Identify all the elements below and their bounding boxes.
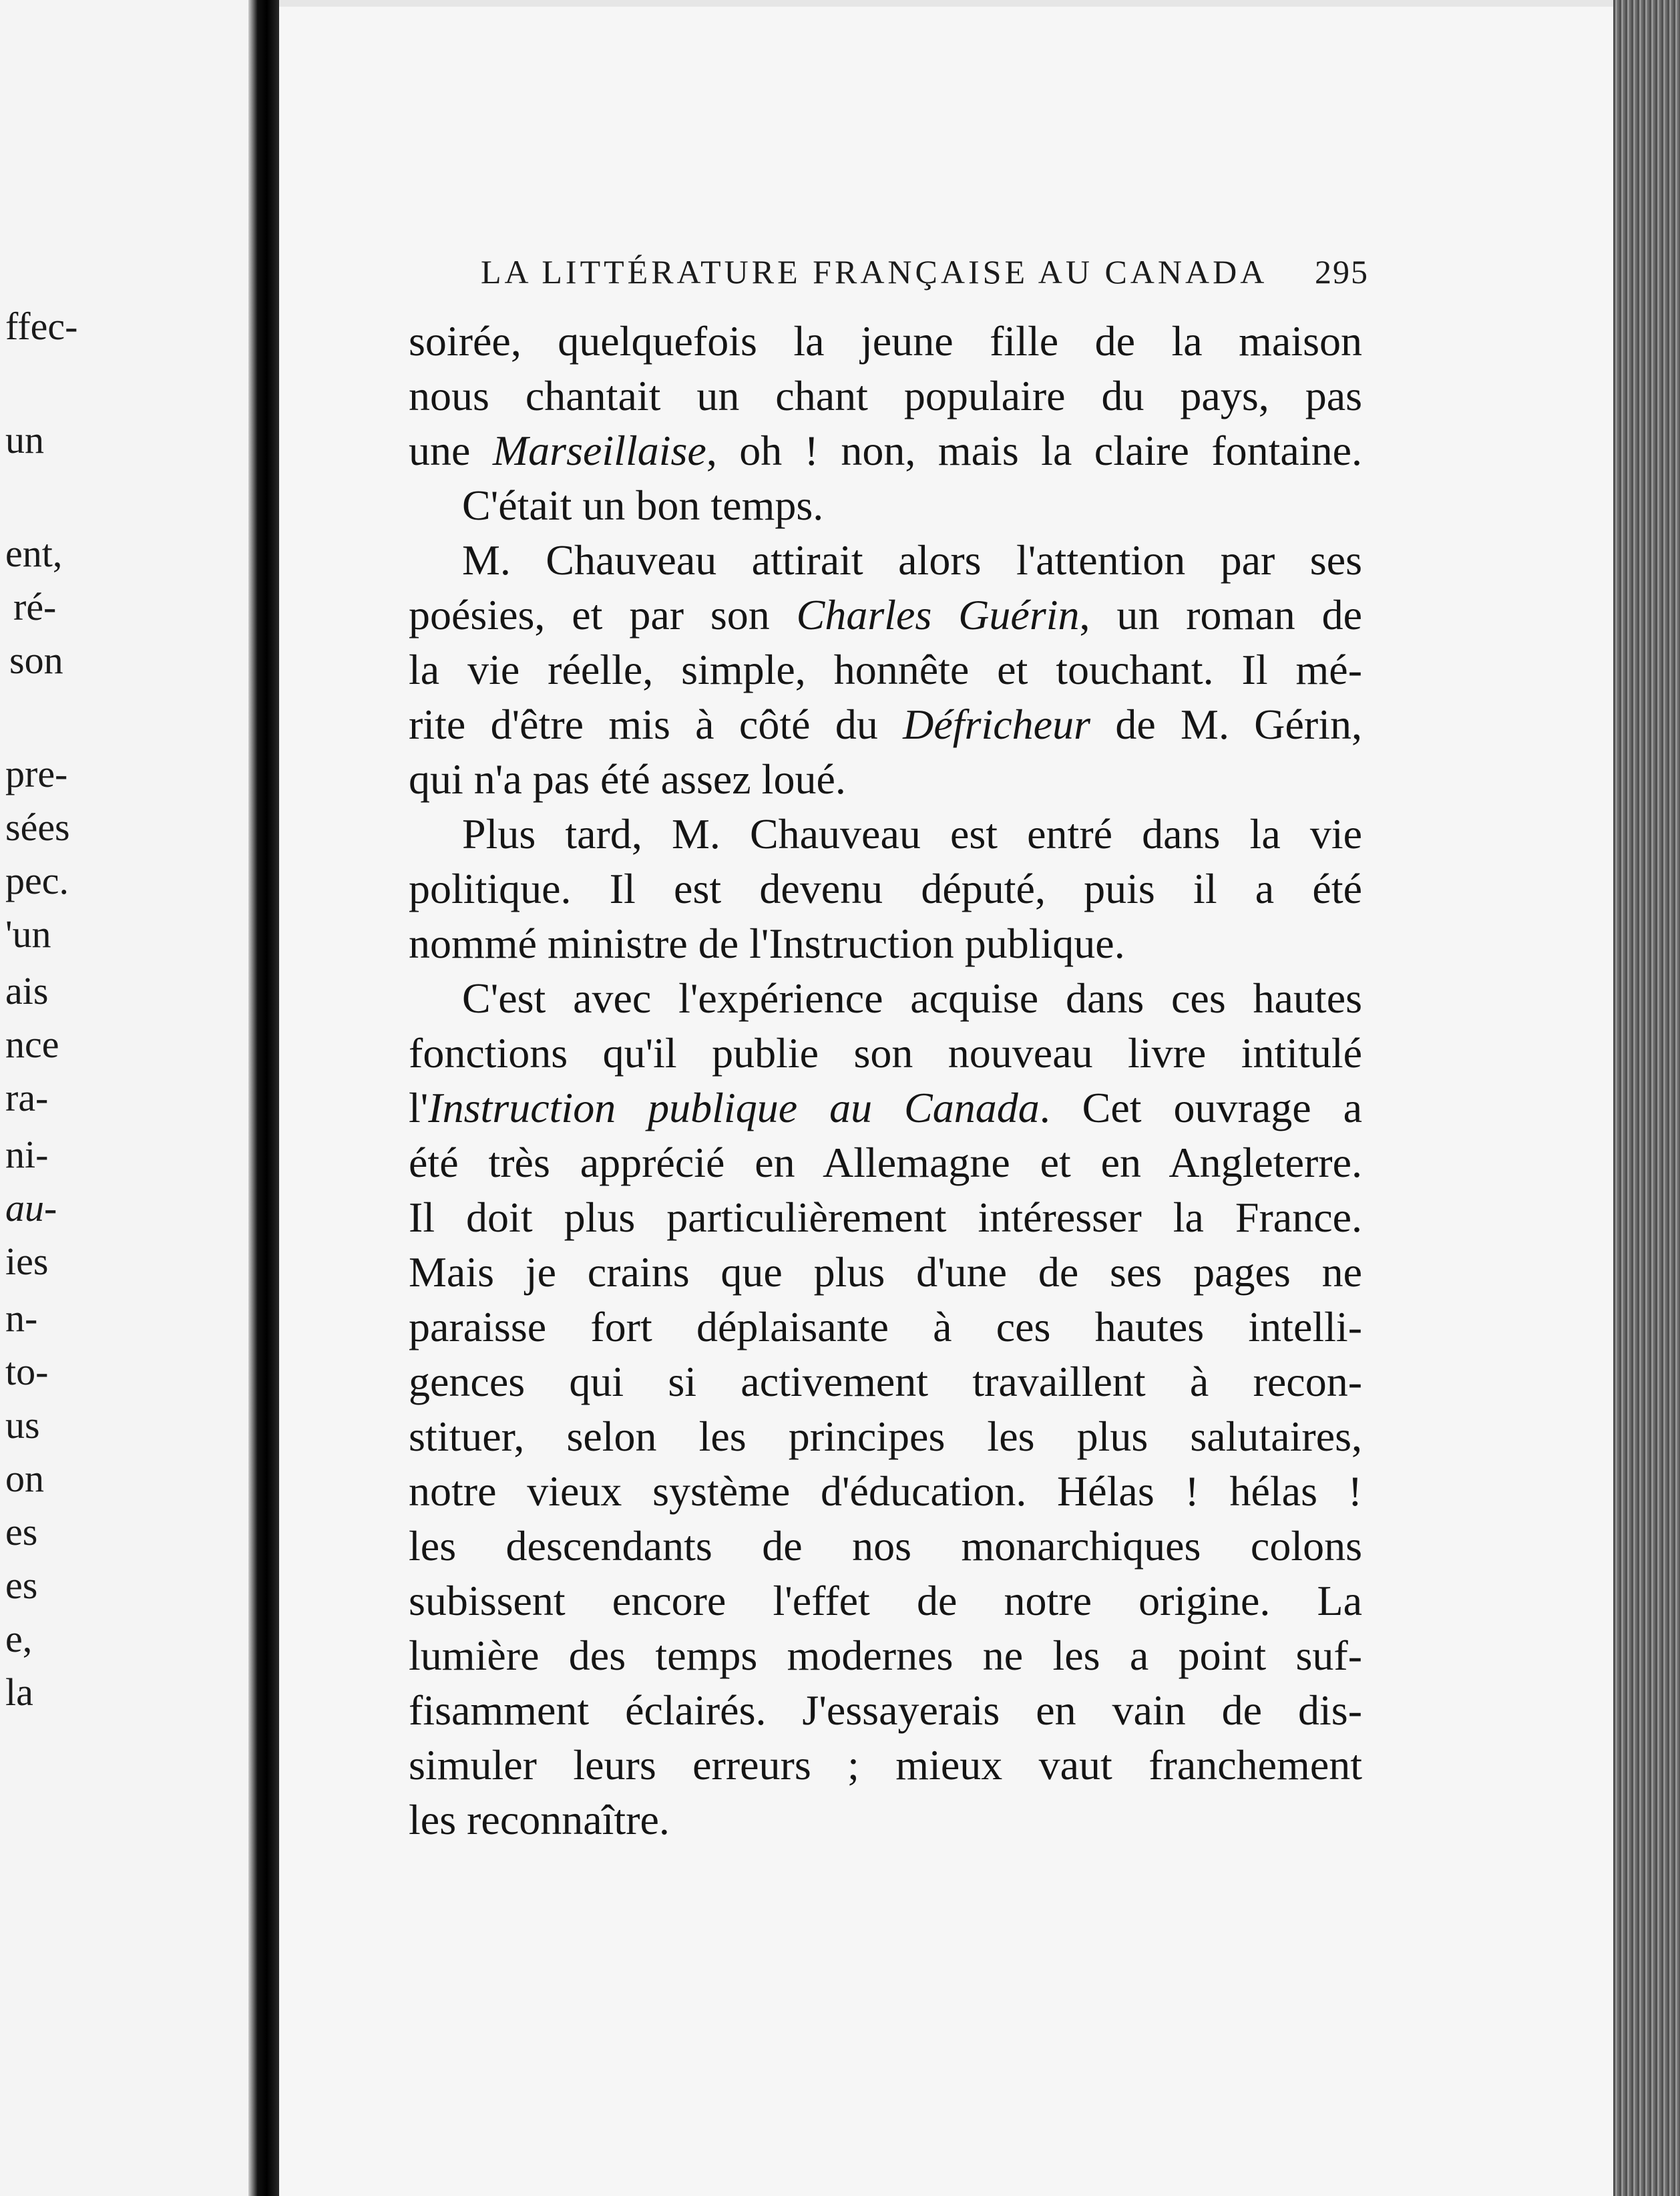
text-line: Mais je crains que plus d'une de ses pages ne (409, 1248, 1362, 1296)
text-line: les reconnaître. (409, 1796, 670, 1843)
text-segment: , oh ! non, mais la claire fontaine. (706, 427, 1363, 474)
italic-title: Défricheur (903, 701, 1090, 748)
body-text (409, 314, 1362, 1847)
text-line (409, 423, 1362, 478)
text-line: C'est avec l'expérience acquise dans ces hautes (462, 974, 1362, 1022)
running-head-title: LA LITTÉRATURE FRANÇAISE AU CANADA (481, 253, 1268, 291)
italic-title: Instruction publique au Canada (428, 1084, 1040, 1131)
text-segment: une (409, 427, 493, 474)
left-fragment: e, (5, 1617, 33, 1660)
text-line: été très apprécié en Allemagne et en Angleterre. (409, 1139, 1362, 1186)
text-segment: de M. Gérin, (1090, 701, 1363, 748)
text-line: subissent encore l'effet de notre origine. La (409, 1577, 1362, 1624)
left-facing-page (0, 0, 248, 2196)
text-line: soirée, quelquefois la jeune fille de la maison (409, 317, 1362, 365)
left-fragment: ffec- (5, 305, 78, 348)
text-segment: , un roman de (1079, 591, 1362, 638)
text-segment: rite d'être mis à côté du (409, 701, 903, 748)
text-line: nous chantait un chant populaire du pays, pas (409, 372, 1362, 419)
text-line: les descendants de nos monarchiques colons (409, 1522, 1362, 1570)
text-line: C'était un bon temps. (462, 482, 824, 529)
text-line: la vie réelle, simple, honnête et touchant. Il mé- (409, 646, 1362, 693)
running-head (481, 252, 1369, 291)
text-line: fisamment éclairés. J'essayerais en vain de dis- (409, 1686, 1362, 1734)
text-segment: poésies, et par son (409, 591, 797, 638)
left-fragment: on (5, 1457, 44, 1500)
text-line: simuler leurs erreurs ; mieux vaut franchement (409, 1741, 1362, 1789)
left-fragment: un (5, 418, 44, 462)
text-line: M. Chauveau attirait alors l'attention par ses (462, 536, 1362, 584)
text-line (409, 1081, 1362, 1135)
text-line: nommé ministre de l'Instruction publique. (409, 920, 1125, 967)
text-line (409, 697, 1362, 752)
book-gutter (248, 0, 279, 2196)
left-fragment: ent, (5, 532, 63, 575)
left-fragment: son (9, 638, 63, 682)
left-fragment: to- (5, 1350, 49, 1393)
left-fragment: pec. (5, 859, 69, 902)
left-fragment: es (5, 1564, 38, 1607)
italic-title: Charles Guérin (796, 591, 1080, 638)
text-line: stituer, selon les principes les plus salutaires, (409, 1413, 1362, 1460)
left-fragment: 'un (5, 912, 51, 956)
text-line: qui n'a pas été assez loué. (409, 755, 846, 803)
text-line: notre vieux système d'éducation. Hélas ! hélas ! (409, 1467, 1362, 1515)
left-fragment: ies (5, 1240, 49, 1283)
text-line: paraisse fort déplaisante à ces hautes intelli- (409, 1303, 1362, 1350)
page-edge (1613, 0, 1680, 2196)
left-fragment: pre- (5, 752, 68, 795)
text-segment: . Cet ouvrage a (1039, 1084, 1362, 1131)
left-fragment: n- (5, 1296, 38, 1340)
left-fragment: es (5, 1510, 38, 1553)
page-number: 295 (1315, 253, 1369, 291)
text-line: fonctions qu'il publie son nouveau livre intitulé (409, 1029, 1362, 1077)
text-line (409, 588, 1362, 643)
left-fragment: au- (5, 1186, 57, 1230)
italic-title: Marseillaise (492, 427, 706, 474)
text-line: lumière des temps modernes ne les a point suf- (409, 1632, 1362, 1679)
left-fragment: us (5, 1403, 40, 1447)
left-fragment: ra- (5, 1076, 49, 1119)
text-line: Il doit plus particulièrement intéresser la France. (409, 1194, 1362, 1241)
text-line: politique. Il est devenu député, puis il a été (409, 865, 1362, 912)
left-fragment: ais (5, 969, 49, 1013)
left-fragment: sées (5, 805, 70, 849)
text-segment: l' (409, 1084, 429, 1131)
left-fragment: nce (5, 1023, 59, 1066)
left-fragment: ré- (13, 585, 57, 628)
text-line: gences qui si activement travaillent à recon- (409, 1358, 1362, 1405)
left-fragment: ni- (5, 1133, 49, 1176)
text-line: Plus tard, M. Chauveau est entré dans la vie (462, 810, 1362, 858)
left-fragment: la (5, 1670, 33, 1714)
